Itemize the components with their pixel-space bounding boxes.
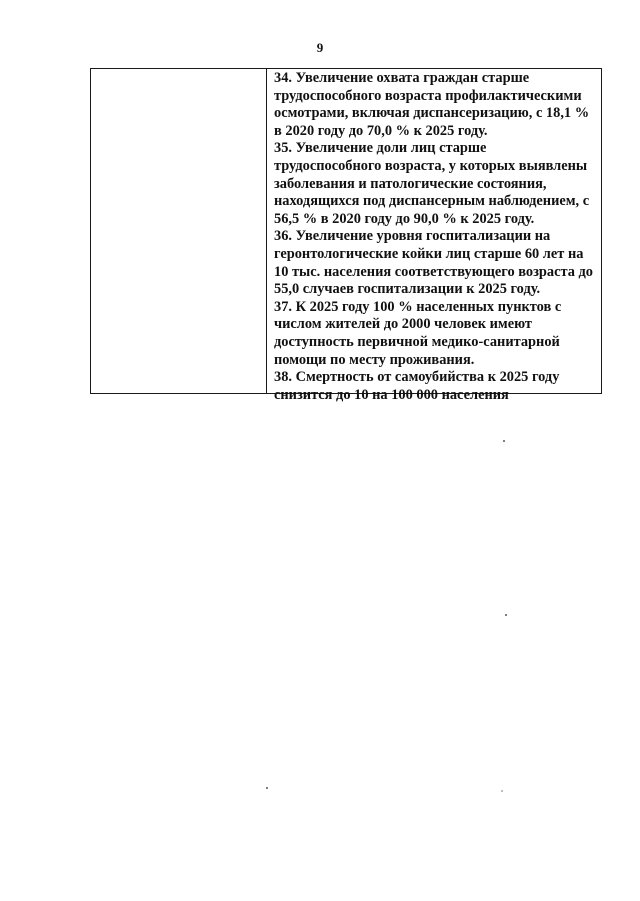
item-line: числом жителей до 2000 человек имеют <box>274 316 532 333</box>
item-line: заболевания и патологические состояния, <box>274 175 547 192</box>
item-line: 35. Увеличение доли лиц старше <box>274 140 487 157</box>
indicator-item-36 <box>274 228 595 298</box>
item-line: снизится до 10 на 100 000 населения <box>274 386 509 403</box>
indicator-item-38 <box>274 369 595 404</box>
page-number: 9 <box>316 40 324 55</box>
item-line: трудоспособного возраста профилактическими <box>274 87 582 104</box>
item-line: 56,5 % в 2020 году до 90,0 % к 2025 году. <box>274 210 535 227</box>
item-line: трудоспособного возраста, у которых выявлены <box>274 157 588 174</box>
item-line: 10 тыс. населения соответствующего возраста до <box>274 263 593 280</box>
item-line: помощи по месту проживания. <box>274 351 475 368</box>
indicator-item-35 <box>274 140 595 228</box>
item-line: осмотрами, включая диспансеризацию, с 18,1 % <box>274 105 590 122</box>
table-left-cell <box>91 69 267 393</box>
scan-speck <box>501 790 503 792</box>
item-line: 38. Смертность от самоубийства к 2025 году <box>274 369 560 386</box>
item-line: в 2020 году до 70,0 % к 2025 году. <box>274 122 488 139</box>
item-line: геронтологические койки лиц старше 60 лет на <box>274 245 584 262</box>
scan-speck <box>503 440 505 442</box>
item-line: находящихся под диспансерным наблюдением, с <box>274 193 590 210</box>
indicator-table <box>90 68 602 403</box>
indicator-item-34 <box>274 70 595 140</box>
indicator-item-37 <box>274 299 595 369</box>
table-right-cell <box>267 69 601 403</box>
scan-speck <box>505 614 507 616</box>
item-line: 36. Увеличение уровня госпитализации на <box>274 228 551 245</box>
scan-speck <box>266 787 268 789</box>
item-line: 55,0 случаев госпитализации к 2025 году. <box>274 281 541 298</box>
item-line: 34. Увеличение охвата граждан старше <box>274 70 530 86</box>
item-line: 37. К 2025 году 100 % населенных пунктов с <box>274 298 562 315</box>
item-line: доступность первичной медико-санитарной <box>274 333 560 350</box>
